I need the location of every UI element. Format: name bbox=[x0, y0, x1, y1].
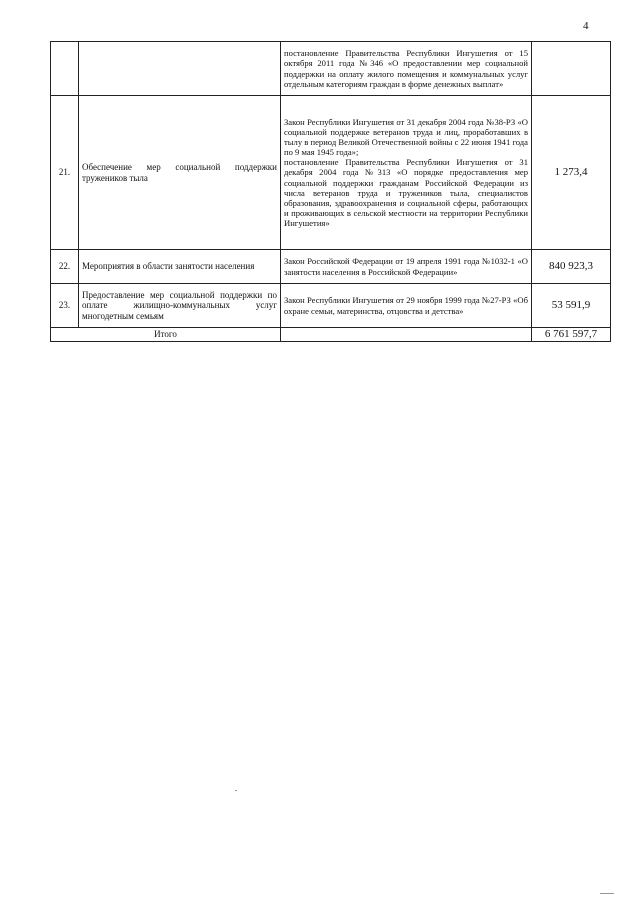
row-amount: 1 273,4 bbox=[532, 96, 611, 250]
table-row bbox=[51, 96, 611, 250]
row-basis bbox=[281, 284, 532, 328]
row-amount: 840 923,3 bbox=[532, 250, 611, 284]
total-amount: 6 761 597,7 bbox=[532, 328, 611, 342]
scan-speck bbox=[600, 893, 614, 894]
row-basis bbox=[281, 250, 532, 284]
basis-paragraph: Закон Республики Ингушетия от 29 ноября 1999 года №27-РЗ «Об охране семьи, материнства, отцовства и детства» bbox=[284, 295, 528, 316]
row-number: 22. bbox=[51, 250, 79, 284]
row-number: 23. bbox=[51, 284, 79, 328]
basis-paragraph: постановление Правительства Республики Ингушетия от 31 декабря 2004 года №313 «О порядке предоставления мер социальной поддержки гражданам Российской Федерации из числа ветеранов труда и тружеников тыла, специалистов образования, здравоохранения и социальной сферы, работающих и проживающих в сельской местности на территории Республики Ингушетия» bbox=[284, 157, 528, 228]
row-basis bbox=[281, 42, 532, 96]
scan-speck bbox=[235, 790, 237, 791]
table-row bbox=[51, 250, 611, 284]
basis-paragraph: Закон Республики Ингушетия от 31 декабря 2004 года №38-РЗ «О социальной поддержке ветеранов труда и лиц, проработавших в тылу в период Великой Отечественной войны с 22 июня 1941 года по 9 мая 1945 года»; bbox=[284, 116, 528, 158]
table-row bbox=[51, 284, 611, 328]
row-amount bbox=[532, 42, 611, 96]
row-number bbox=[51, 42, 79, 96]
page-number: 4 bbox=[583, 20, 589, 32]
row-name bbox=[79, 42, 281, 96]
total-basis-empty bbox=[281, 328, 532, 342]
row-name: Предоставление мер социальной поддержки по оплате жилищно-коммунальных услуг многодетным семьям bbox=[79, 284, 281, 328]
basis-paragraph: Закон Российской Федерации от 19 апреля 1991 года №1032-1 «О занятости населения в Российской Федерации» bbox=[284, 256, 528, 277]
total-row bbox=[51, 328, 611, 342]
budget-table bbox=[50, 41, 611, 342]
basis-paragraph: постановление Правительства Республики Ингушетия от 15 октября 2011 года №346 «О предоставлении мер социальной поддержки на оплату жилого помещения и коммунальных услуг отдельным категориям граждан в форме денежных выплат» bbox=[284, 48, 528, 89]
row-name: Обеспечение мер социальной поддержки тружеников тыла bbox=[79, 96, 281, 250]
total-label: Итого bbox=[51, 328, 281, 342]
table-row bbox=[51, 42, 611, 96]
row-amount: 53 591,9 bbox=[532, 284, 611, 328]
row-number: 21. bbox=[51, 96, 79, 250]
row-name: Мероприятия в области занятости населения bbox=[79, 250, 281, 284]
row-basis bbox=[281, 96, 532, 250]
